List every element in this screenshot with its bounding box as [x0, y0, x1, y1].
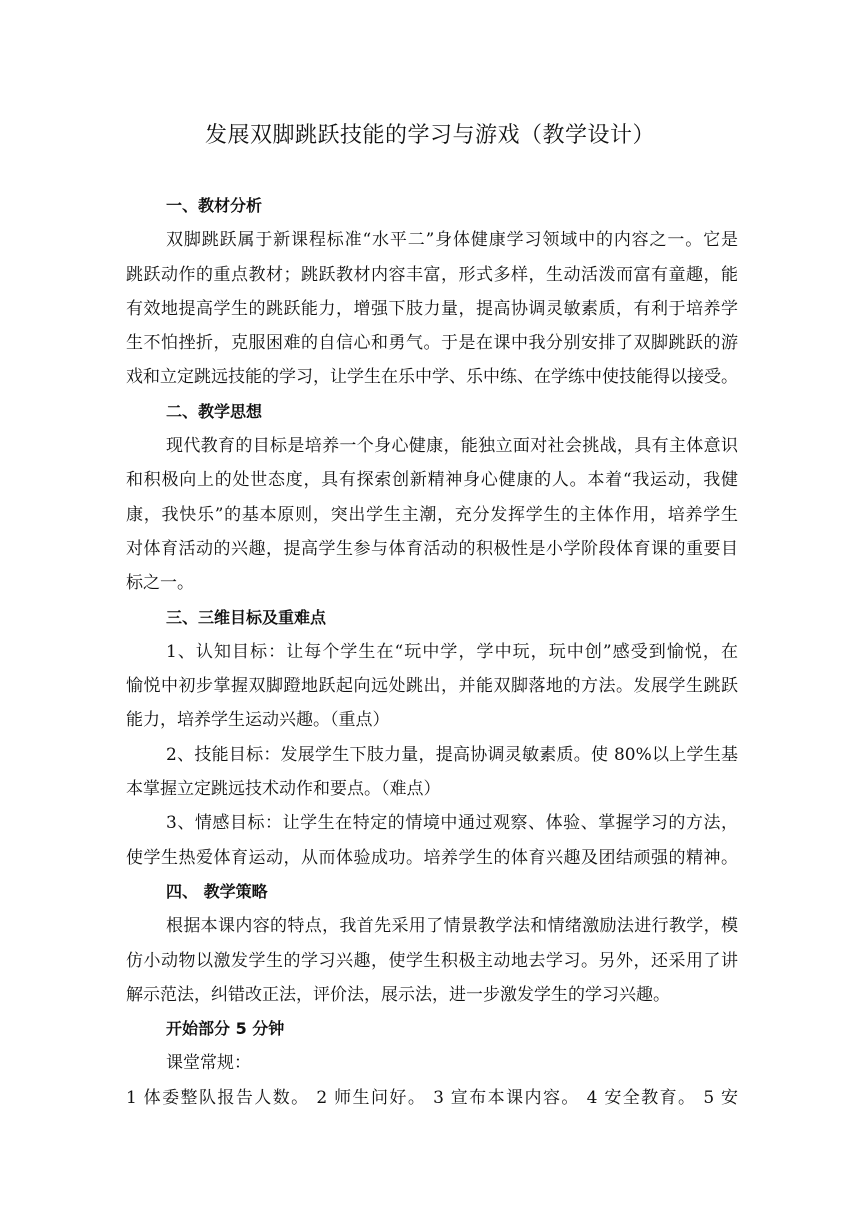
section-heading: 开始部分 5 分钟	[166, 1019, 285, 1039]
paragraph-line: 生不怕挫折，克服困难的自信心和勇气。于是在课中我分别安排了双脚跳跃的游	[126, 333, 738, 354]
document-body	[126, 189, 738, 1115]
paragraph-line: 根据本课内容的特点，我首先采用了情景教学法和情绪激励法进行教学，模	[166, 916, 738, 937]
paragraph-line: 双脚跳跃属于新课程标准“水平二”身体健康学习领域中的内容之一。它是	[166, 230, 738, 251]
paragraph-line: 2、技能目标：发展学生下肢力量，提高协调灵敏素质。使 80%以上学生基	[166, 744, 738, 765]
paragraph-line: 戏和立定跳远技能的学习，让学生在乐中学、乐中练、在学练中使技能得以接受。	[126, 367, 738, 388]
paragraph-line: 现代教育的目标是培养一个身心健康，能独立面对社会挑战，具有主体意识	[166, 436, 738, 457]
paragraph-line: 解示范法，纠错改正法，评价法，展示法，进一步激发学生的学习兴趣。	[126, 984, 670, 1005]
paragraph-line: 标之一。	[126, 573, 194, 594]
paragraph-line: 能力，培养学生运动兴趣。（重点）	[126, 710, 390, 731]
section-heading: 一、教材分析	[166, 196, 263, 215]
paragraph-line: 愉悦中初步掌握双脚蹬地跃起向远处跳出，并能双脚落地的方法。发展学生跳跃	[126, 676, 738, 697]
paragraph-line: 有效地提高学生的跳跃能力，增强下肢力量，提高协调灵敏素质，有利于培养学	[126, 298, 738, 319]
paragraph-line: 仿小动物以激发学生的学习兴趣，使学生积极主动地去学习。另外，还采用了讲	[126, 950, 738, 971]
document-title: 发展双脚跳跃技能的学习与游戏（教学设计）	[204, 123, 655, 148]
section-heading: 二、教学思想	[166, 401, 263, 421]
paragraph-line: 课堂常规：	[166, 1053, 251, 1074]
paragraph-line: 1 体委整队报告人数。 2 师生问好。 3 宣布本课内容。 4 安全教育。 5 安	[126, 1087, 738, 1108]
section-heading: 三、三维目标及重难点	[166, 607, 327, 627]
section-heading: 四、 教学策略	[166, 881, 268, 901]
paragraph-line: 3、情感目标：让学生在特定的情境中通过观察、体验、掌握学习的方法，	[166, 813, 738, 834]
paragraph-line: 使学生热爱体育运动，从而体验成功。培养学生的体育兴趣及团结顽强的精神。	[126, 847, 738, 868]
paragraph-line: 跳跃动作的重点教材；跳跃教材内容丰富，形式多样，生动活泼而富有童趣，能	[126, 264, 738, 285]
paragraph-line: 康，我快乐”的基本原则，突出学生主潮，充分发挥学生的主体作用，培养学生	[126, 504, 738, 525]
paragraph-line: 和积极向上的处世态度，具有探索创新精神身心健康的人。本着“我运动，我健	[126, 470, 738, 491]
paragraph-line: 1、认知目标：让每个学生在“玩中学，学中玩，玩中创”感受到愉悦，在	[166, 641, 738, 662]
paragraph-line: 本掌握立定跳远技术动作和要点。（难点）	[126, 779, 441, 800]
paragraph-line: 对体育活动的兴趣，提高学生参与体育活动的积极性是小学阶段体育课的重要目	[126, 538, 738, 559]
